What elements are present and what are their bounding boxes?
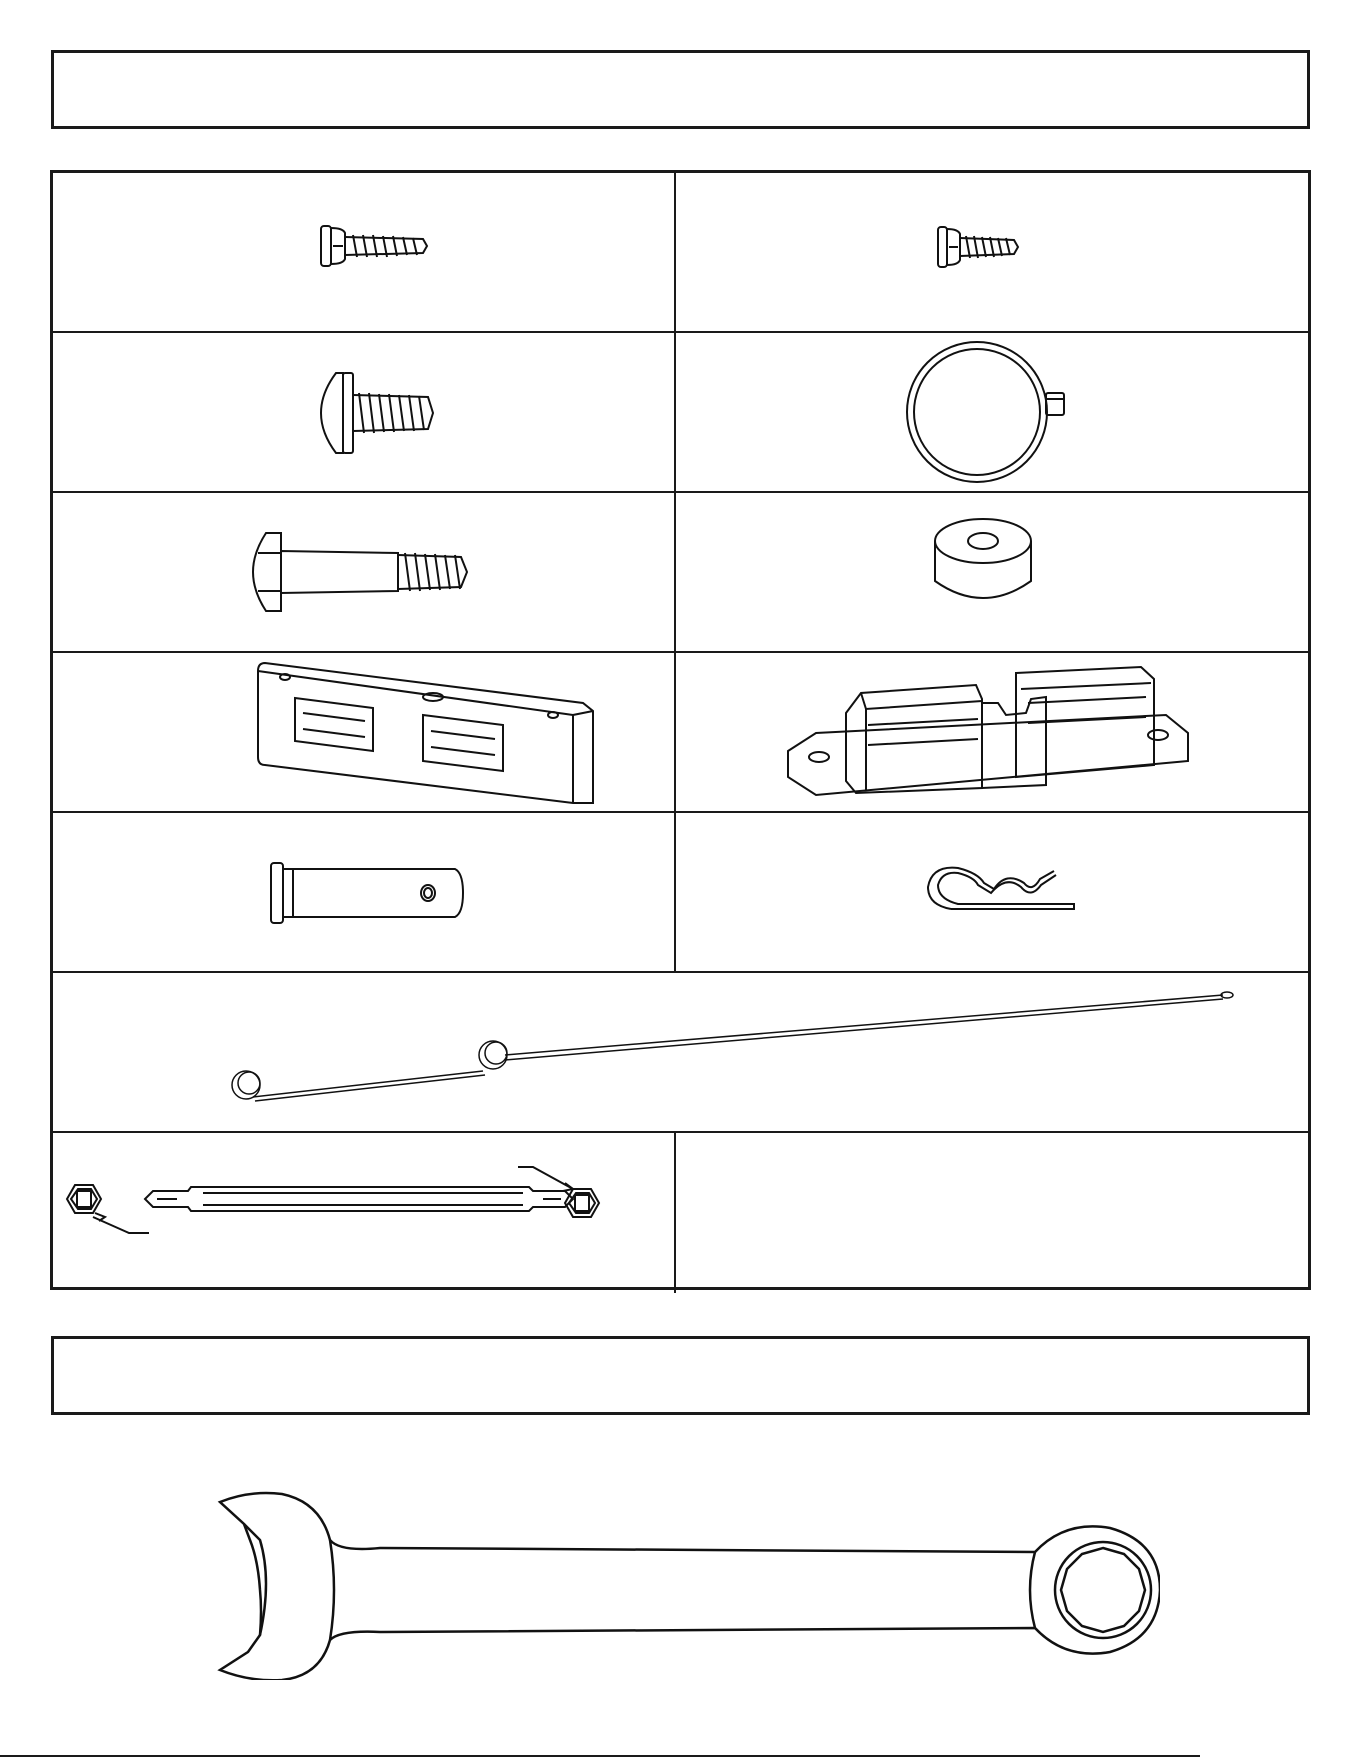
catch-strike-plate-icon <box>53 653 674 811</box>
clevis-pin-icon <box>53 813 674 971</box>
part-cell-g <box>53 653 674 811</box>
part-cell-m <box>676 1133 1314 1293</box>
magnetic-catch-icon <box>676 653 1314 811</box>
part-cell-d <box>676 333 1314 491</box>
small-screw-icon <box>53 173 674 331</box>
round-cap-icon <box>676 333 1314 491</box>
part-cell-e <box>53 493 674 651</box>
hair-pin-clip-icon <box>676 813 1314 971</box>
shoulder-bolt-icon <box>53 493 674 651</box>
part-cell-k <box>53 973 1314 1131</box>
part-cell-c <box>53 333 674 491</box>
part-cell-b <box>676 173 1314 331</box>
part-cell-l <box>53 1133 674 1293</box>
spacer-washer-icon <box>676 493 1314 651</box>
hardware-header-box <box>51 50 1310 129</box>
tool-wrench <box>200 1480 1160 1680</box>
part-cell-f <box>676 493 1314 651</box>
tools-header-box <box>51 1336 1310 1415</box>
part-cell-h <box>676 653 1314 811</box>
combination-wrench-icon <box>200 1480 1160 1680</box>
part-cell-a <box>53 173 674 331</box>
lanyard-cable-icon <box>53 973 1314 1131</box>
part-cell-j <box>676 813 1314 971</box>
parts-grid <box>50 170 1311 1290</box>
part-cell-i <box>53 813 674 971</box>
flat-head-screw-icon <box>53 333 674 491</box>
footer-rule <box>0 1755 1200 1757</box>
short-screw-icon <box>676 173 1314 331</box>
double-ended-driver-bit-icon <box>53 1133 674 1293</box>
